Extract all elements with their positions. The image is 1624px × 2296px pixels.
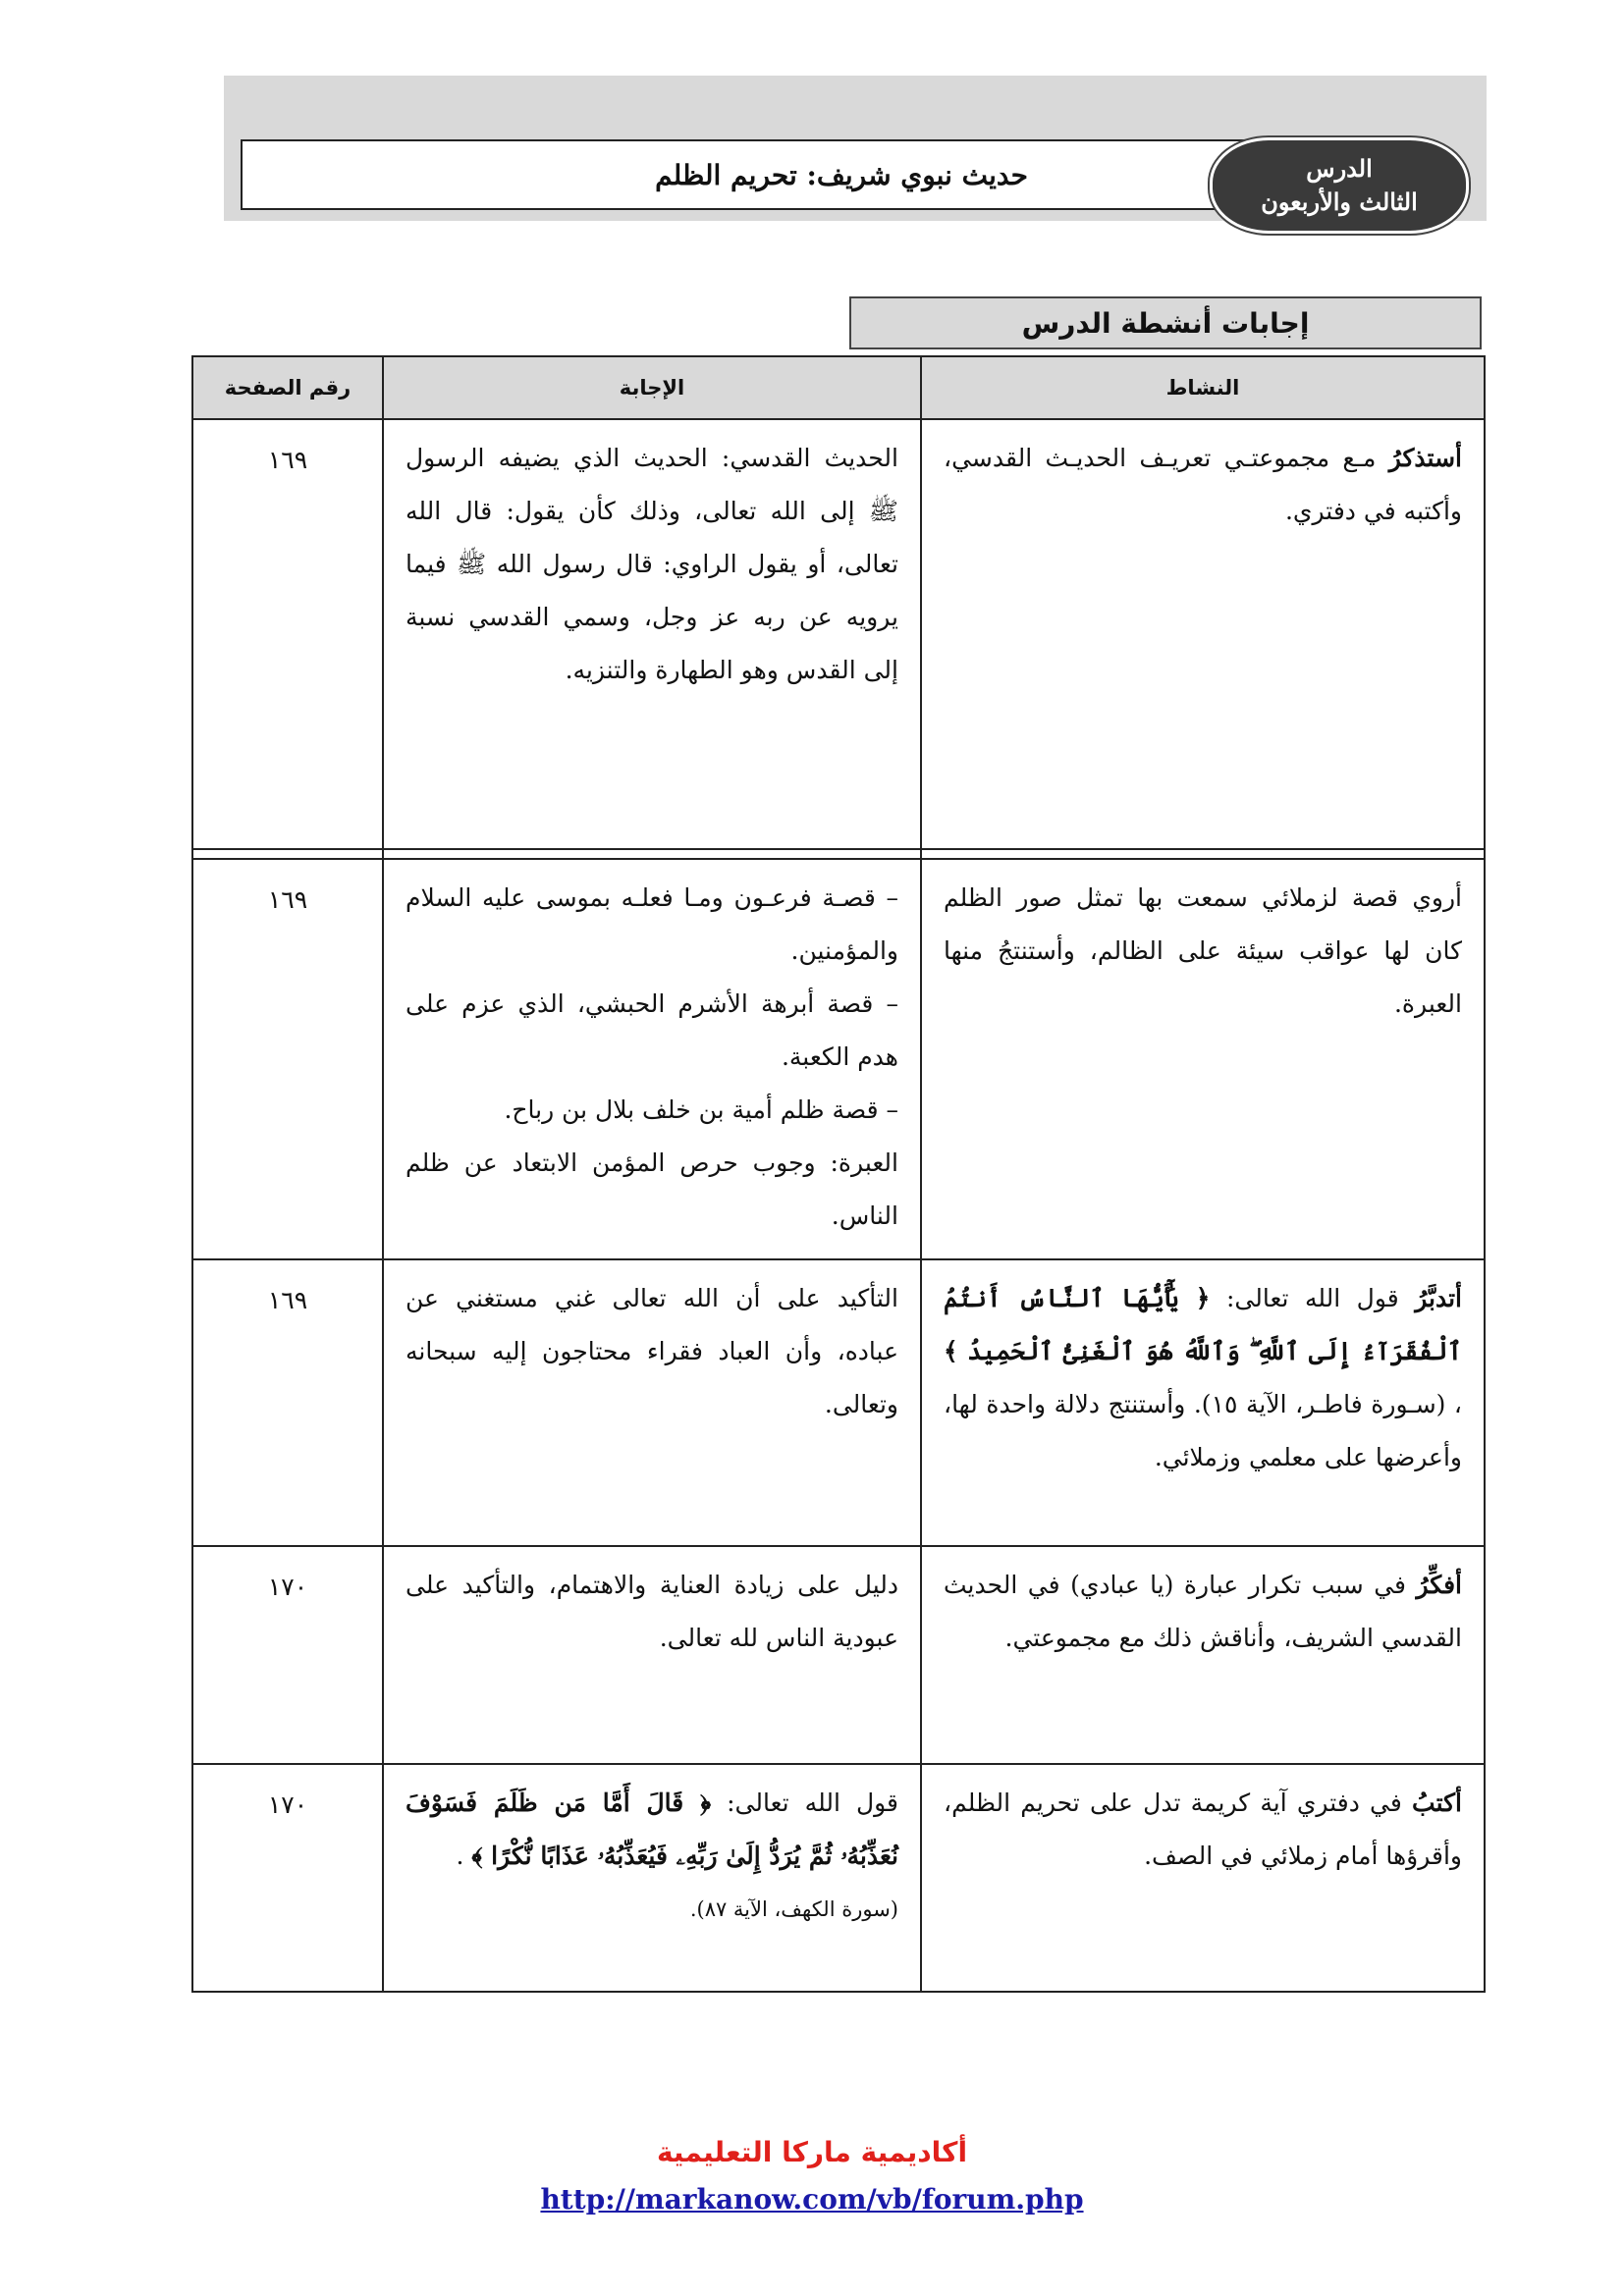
lesson-number-badge [1210, 137, 1469, 234]
lesson-title-box [241, 139, 1325, 210]
table-row [192, 1259, 1485, 1546]
page-number: ١٦٩ [192, 1259, 383, 1546]
answer-cell [383, 1764, 921, 1992]
header-page: رقم الصفحة [192, 356, 383, 419]
answer-item: – قصة ظلم أمية بن خلف بلال بن رباح. [504, 1095, 898, 1124]
header-answer: الإجابة [383, 356, 921, 419]
footer-link-wrap [0, 2183, 1624, 2216]
page-number: ١٧٠ [192, 1546, 383, 1764]
table-row [192, 419, 1485, 849]
answer-text: قول الله تعالى: [711, 1789, 898, 1817]
answer-item: – قصـة فرعـون ومـا فعلـه بموسى عليه السلام والمؤمنين. [406, 883, 898, 965]
activity-text: مـع مجموعتـي تعريـف الحديـث القدسي، وأكتبه في دفتري. [944, 444, 1462, 525]
verse-reference: (سورة الكهف، الآية ٨٧). [689, 1897, 898, 1921]
page-number: ١٧٠ [192, 1764, 383, 1992]
row-gap [192, 849, 1485, 859]
badge-line-2: الثالث والأربعون [1261, 187, 1418, 216]
activity-cell: أروي قصة لزملائي سمعت بها تمثل صور الظلم كان لها عواقب سيئة على الظالم، وأستنتجُ منها العبرة. [921, 859, 1485, 1259]
activity-text: في سبب تكرار عبارة (يا عبادي) في الحديث القدسي الشريف، وأناقش ذلك مع مجموعتي. [944, 1571, 1462, 1652]
badge-line-1: الدرس [1306, 154, 1373, 183]
page-number: ١٦٩ [192, 859, 383, 1259]
section-title: إجابات أنشطة الدرس [849, 296, 1482, 349]
answer-cell: الحديث القدسي: الحديث الذي يضيفه الرسول ﷺ إلى الله تعالى، وذلك كأن يقول: قال الله تعالى، أو يقول الراوي: قال رسول الله ﷺ فيما يرويه عن ربه عز وجل، وسمي القدسي نسبة إلى القدس وهو الطهارة والتنزيه. [383, 419, 921, 849]
answer-text: . [456, 1842, 464, 1870]
activity-text: قول الله تعالى: [1210, 1284, 1399, 1312]
footer-url-link[interactable]: http://markanow.com/vb/forum.php [540, 2183, 1084, 2216]
answer-cell [383, 859, 921, 1259]
table-row [192, 1546, 1485, 1764]
activity-text: في دفتري آية كريمة تدل على تحريم الظلم، وأقرؤها أمام زملائي في الصف. [944, 1789, 1462, 1870]
table-header-row [192, 356, 1485, 419]
quran-verse: ﴿ قَالَ أَمَّا مَن ظَلَمَ فَسَوْفَ نُعَذِّبُهُۥ ثُمَّ يُرَدُّ إِلَىٰ رَبِّهِۦ فَيُعَذِّبُهُۥ عَذَابًا نُّكْرًا ﴾ [406, 1789, 898, 1870]
table-row [192, 1764, 1485, 1992]
table-row [192, 859, 1485, 1259]
answer-item: – قصة أبرهة الأشرم الحبشي، الذي عزم على هدم الكعبة. [406, 989, 898, 1071]
activity-lead: أتدبَّرُ [1415, 1284, 1462, 1312]
activity-cell [921, 1764, 1485, 1992]
page-number: ١٦٩ [192, 419, 383, 849]
lesson-title: حديث نبوي شريف: تحريم الظلم [655, 158, 1028, 191]
answers-table [191, 355, 1486, 1993]
answer-cell: دليل على زيادة العناية والاهتمام، والتأكيد على عبودية الناس لله تعالى. [383, 1546, 921, 1764]
activity-text: ، (سـورة فاطـر، الآية ١٥). وأستنتج دلالة واحدة لها، وأعرضها على معلمي وزملائي. [944, 1390, 1463, 1471]
activity-lead: أفكِّرُ [1416, 1571, 1462, 1599]
header-activity: النشاط [921, 356, 1485, 419]
answer-cell: التأكيد على أن الله تعالى غني مستغني عن عباده، وأن العباد فقراء محتاجون إليه سبحانه وتعالى. [383, 1259, 921, 1546]
quran-verse: ﴿ يَٰٓأَيُّهَا ٱلنَّاسُ أَنتُمُ ٱلْفُقَرَآءُ إِلَى ٱللَّهِ ۖ وَٱللَّهُ هُوَ ٱلْغَنِىُّ ٱلْحَمِيدُ ﴾ [944, 1284, 1462, 1365]
activity-cell [921, 1546, 1485, 1764]
activity-cell [921, 419, 1485, 849]
activity-lead: أستذكرُ [1388, 444, 1462, 472]
activity-lead: أكتبُ [1412, 1789, 1462, 1817]
footer-academy-name: أكاديمية ماركا التعليمية [656, 2136, 968, 2168]
answer-item: العبرة: وجوب حرص المؤمن الابتعاد عن ظلم الناس. [406, 1148, 898, 1230]
activity-cell [921, 1259, 1485, 1546]
